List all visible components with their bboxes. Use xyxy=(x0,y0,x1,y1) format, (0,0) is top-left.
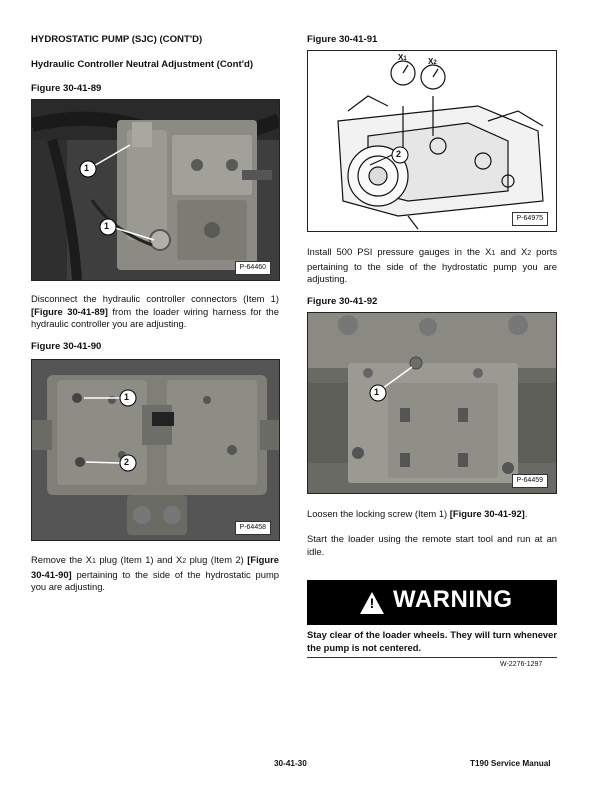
manual-title: T190 Service Manual xyxy=(470,759,551,768)
figure-ref-90: [Figure 30-41-90] xyxy=(31,554,279,580)
warning-exclamation: ! xyxy=(369,595,375,611)
gauge-x2-label: X2 xyxy=(428,57,437,66)
callout-2: 2 xyxy=(396,149,402,159)
figure-ref-89: [Figure 30-41-89] xyxy=(31,305,108,317)
instruction-remove-plugs: Remove the X1 plug (Item 1) and X2 plug (Item 2) [Figure 30-41-90] pertaining to the side of the hydrostatic pump you are adjusting. xyxy=(31,554,279,593)
figure-30-41-92-photo xyxy=(307,312,557,494)
instruction-disconnect: Disconnect the hydraulic controller connectors (Item 1) [Figure 30-41-89] from the loader wiring harness for the hydraulic controller you are adjusting. xyxy=(31,293,279,330)
callout-1a: 1 xyxy=(84,163,90,173)
instruction-install-gauges: Install 500 PSI pressure gauges in the X1 and X2 ports pertaining to the side of the hydrostatic pump you are adjusting. xyxy=(307,246,558,285)
locking-screw-illustration xyxy=(308,313,556,493)
callout-1: 1 xyxy=(124,392,130,402)
photo-id-64975: P-64975 xyxy=(512,212,548,226)
figure-ref-92: [Figure 30-41-92] xyxy=(449,508,525,519)
instruction-loosen-screw: Loosen the locking screw (Item 1) [Figure 30-41-92]. xyxy=(307,508,528,519)
figure-label-90: Figure 30-41-90 xyxy=(31,341,102,352)
pump-top-illustration xyxy=(32,360,279,540)
warning-banner xyxy=(307,580,557,625)
figure-label-92: Figure 30-41-92 xyxy=(307,296,378,307)
section-title: HYDROSTATIC PUMP (SJC) (CONT'D) xyxy=(31,34,203,45)
subsection-title: Hydraulic Controller Neutral Adjustment (Cont'd) xyxy=(31,59,254,70)
figure-30-41-91-drawing xyxy=(307,50,557,232)
gauge-x1-label: X1 xyxy=(398,53,407,62)
figure-label-91: Figure 30-41-91 xyxy=(307,34,378,45)
warning-divider xyxy=(307,657,557,658)
callout-1: 1 xyxy=(374,387,380,397)
photo-id-64459: P-64459 xyxy=(512,474,548,488)
gauge-install-illustration xyxy=(308,51,556,231)
figure-label-89: Figure 30-41-89 xyxy=(31,83,102,94)
page-number: 30-41-30 xyxy=(274,759,307,768)
instruction-start-loader: Start the loader using the remote start tool and run at an idle. xyxy=(307,533,557,557)
warning-title: WARNING xyxy=(393,586,513,613)
figure-30-41-90-photo xyxy=(31,359,280,541)
warning-message: Stay clear of the loader wheels. They will turn whenever the pump is not centered. xyxy=(307,629,557,653)
callout-2: 2 xyxy=(124,457,130,467)
figure-30-41-89-photo xyxy=(31,99,280,281)
warning-code: W-2276-1297 xyxy=(500,661,543,668)
photo-id-64458: P-64458 xyxy=(235,521,271,535)
photo-id-64460: P-64460 xyxy=(235,261,271,275)
pump-controller-illustration xyxy=(32,100,279,280)
callout-1b: 1 xyxy=(104,221,110,231)
